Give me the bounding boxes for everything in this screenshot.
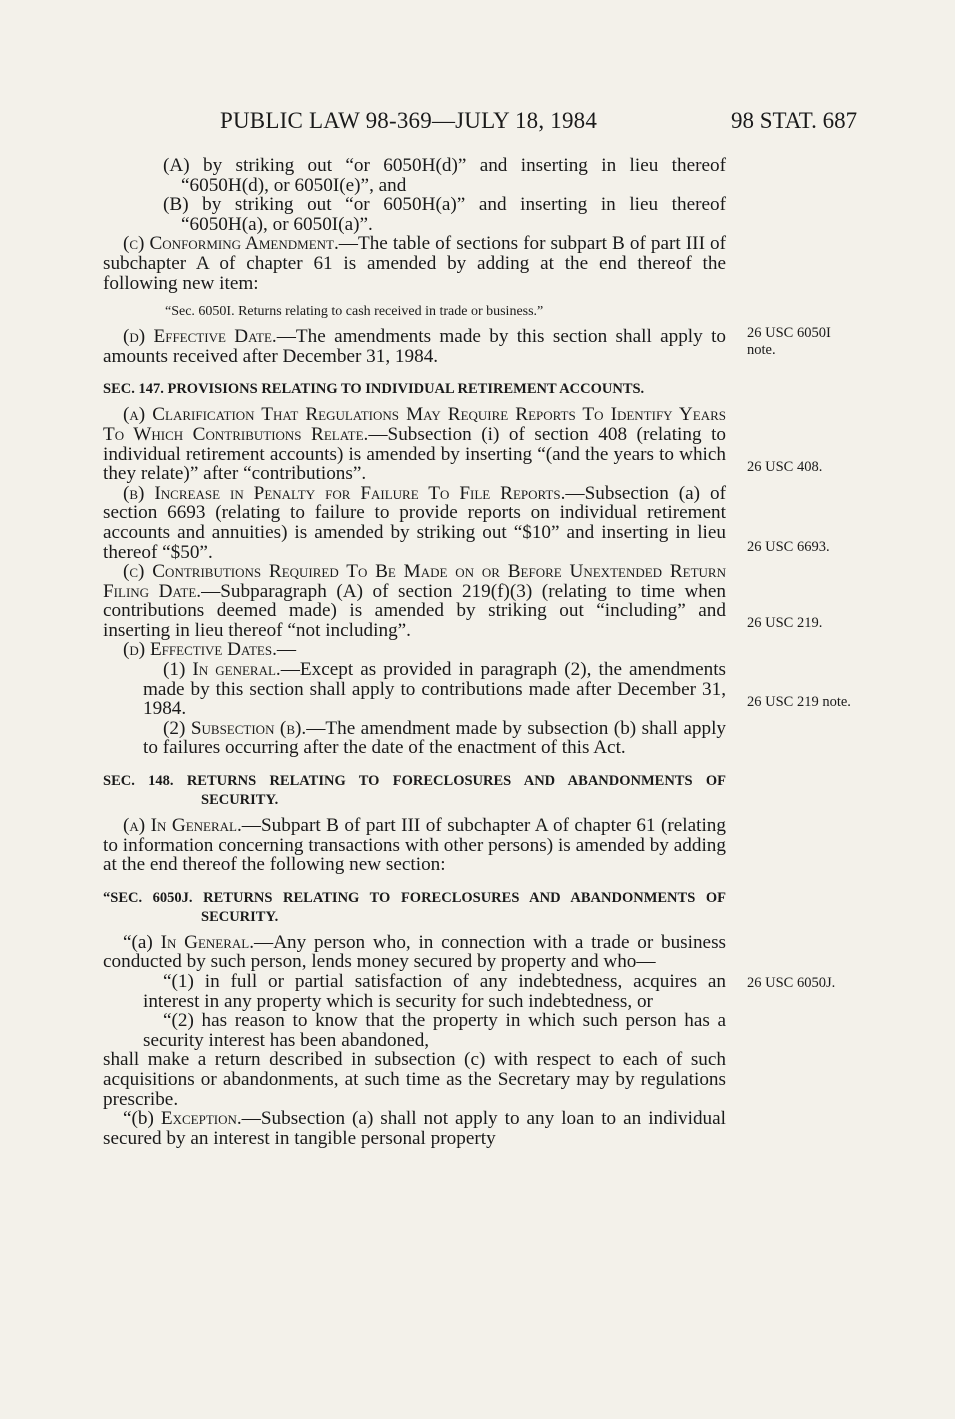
subsection-text: —Subparagraph (A) of section 219(f)(3) (relating to time when contributions deemed made) is amended by striking out “including” and inserting in lieu thereof “not including”.: [103, 580, 727, 641]
subsection-c-conforming: [103, 234, 726, 293]
subsection-text: —Subsection (a) shall not apply to any loan to an individual secured by an interest in tangible personal property: [103, 1108, 726, 1149]
paragraph-text: —The amendment made by subsection (b) shall apply to failures occurring after the date of the enactment of this Act.: [143, 717, 726, 759]
subsection-text: —Subsection (a) of section 6693 (relating to failure to provide reports on individual retirement accounts and annuities) is amended by striking out “$10” and inserting in lieu thereof “$50”.: [103, 482, 726, 563]
subsection-text: —The amendments made by this section shall apply to amounts received after December 31, 1984.: [103, 326, 726, 367]
paragraph-text: —Except as provided in paragraph (2), the amendments made by this section shall apply to contributions made after December 31, 1984.: [143, 659, 726, 720]
document-body: [103, 156, 726, 1148]
subsection-heading: (c) Conforming Amendment.: [123, 233, 339, 255]
subsection-heading: Exception.: [160, 1108, 242, 1130]
subsection-text: —Subpart B of part III of subchapter A of chapter 61 (relating to information concerning transactions with other persons) is amended by adding at the end thereof the following new section:: [103, 815, 726, 876]
margin-note-219: 26 USC 219.: [747, 615, 823, 631]
paragraph-6050j-a-flush: shall make a return described in subsection (c) with respect to each of such acquisitions or abandonments, at such time as the Secretary may by regulations prescribe.: [103, 1049, 726, 1110]
table-item: “Sec. 6050I. Returns relating to cash received in trade or business.”: [165, 304, 544, 320]
paragraph-heading: (1) In general.: [163, 659, 281, 681]
margin-note-219-note: 26 USC 219 note.: [747, 694, 851, 710]
subsection-c-contributions: [103, 562, 726, 640]
subsection-text: —Any person who, in connection with a trade or business conducted by such person, lends money secured by property and who—: [103, 931, 727, 973]
subsection-6050j-a: [103, 933, 726, 972]
section-6050j-heading: “SEC. 6050J. RETURNS RELATING TO FORECLOSURES AND ABANDONMENTS OF SECURITY.: [103, 889, 726, 925]
subsection-heading: (d) Effective Date.: [123, 326, 277, 348]
page-header-stat: 98 STAT. 687: [731, 108, 858, 133]
paragraph-6050j-a-2: “(2) has reason to know that the property in which such person has a security interest has been abandoned,: [143, 1010, 726, 1051]
subsection-text: —Subsection (i) of section 408 (relating to individual retirement accounts) is amended by inserting “(and the years to which they relate)” after “contributions”.: [103, 423, 726, 485]
subsection-heading: (a) Clarification That Regulations May Require Reports To Identify Years To Which Contributions Relate.: [103, 404, 726, 445]
paragraph-2-subsection-b: [103, 719, 726, 758]
margin-note-408: 26 USC 408.: [747, 459, 823, 475]
subsection-6050j-b: [103, 1109, 726, 1148]
subsection-text: —The table of sections for subpart B of part III of subchapter A of chapter 61 is amended by adding at the end thereof the following new item:: [103, 233, 726, 294]
margin-note-6050i: 26 USC 6050I note.: [747, 325, 831, 358]
subsection-a-clarification: [103, 405, 726, 483]
margin-note-6050j: 26 USC 6050J.: [747, 975, 836, 991]
paragraph-b-6050h-a: (B) by striking out “or 6050H(a)” and inserting in lieu thereof “6050H(a), or 6050I(a)”.: [163, 194, 726, 235]
margin-note-6693: 26 USC 6693.: [747, 539, 830, 555]
paragraph-a-6050h-d: (A) by striking out “or 6050H(d)” and inserting in lieu thereof “6050H(d), or 6050I(e)”, and: [163, 155, 726, 196]
paragraph-1-in-general: [103, 660, 726, 719]
subsection-heading: (a) In General.: [123, 815, 242, 837]
page-header-title: PUBLIC LAW 98-369—JULY 18, 1984: [220, 108, 598, 133]
subsection-prefix: “(a): [123, 931, 161, 953]
subsection-d-effective-dates: [103, 640, 726, 660]
paragraph-heading: (2) Subsection (b).: [163, 717, 307, 739]
subsection-a-in-general: [103, 816, 726, 875]
section-148-heading: SEC. 148. RETURNS RELATING TO FORECLOSURES AND ABANDONMENTS OF SECURITY.: [103, 773, 726, 809]
subsection-d-effective-date: [103, 327, 726, 366]
subsection-heading: In General.: [160, 931, 255, 953]
subsection-prefix: “(b): [123, 1108, 161, 1130]
subsection-heading: (c) Contributions Required To Be Made on or Before Unextended Return Filing Date.: [103, 561, 726, 602]
subsection-b-penalty: [103, 484, 726, 562]
paragraph-6050j-a-1: “(1) in full or partial satisfaction of any indebtedness, acquires an interest in any property which is security for such indebtedness, or: [143, 971, 726, 1012]
subsection-heading: (d) Effective Dates.: [123, 639, 277, 661]
subsection-text: —: [276, 639, 297, 661]
subsection-heading: (b) Increase in Penalty for Failure To File Reports.: [123, 482, 566, 504]
section-147-heading: SEC. 147. PROVISIONS RELATING TO INDIVIDUAL RETIREMENT ACCOUNTS.: [103, 381, 645, 398]
